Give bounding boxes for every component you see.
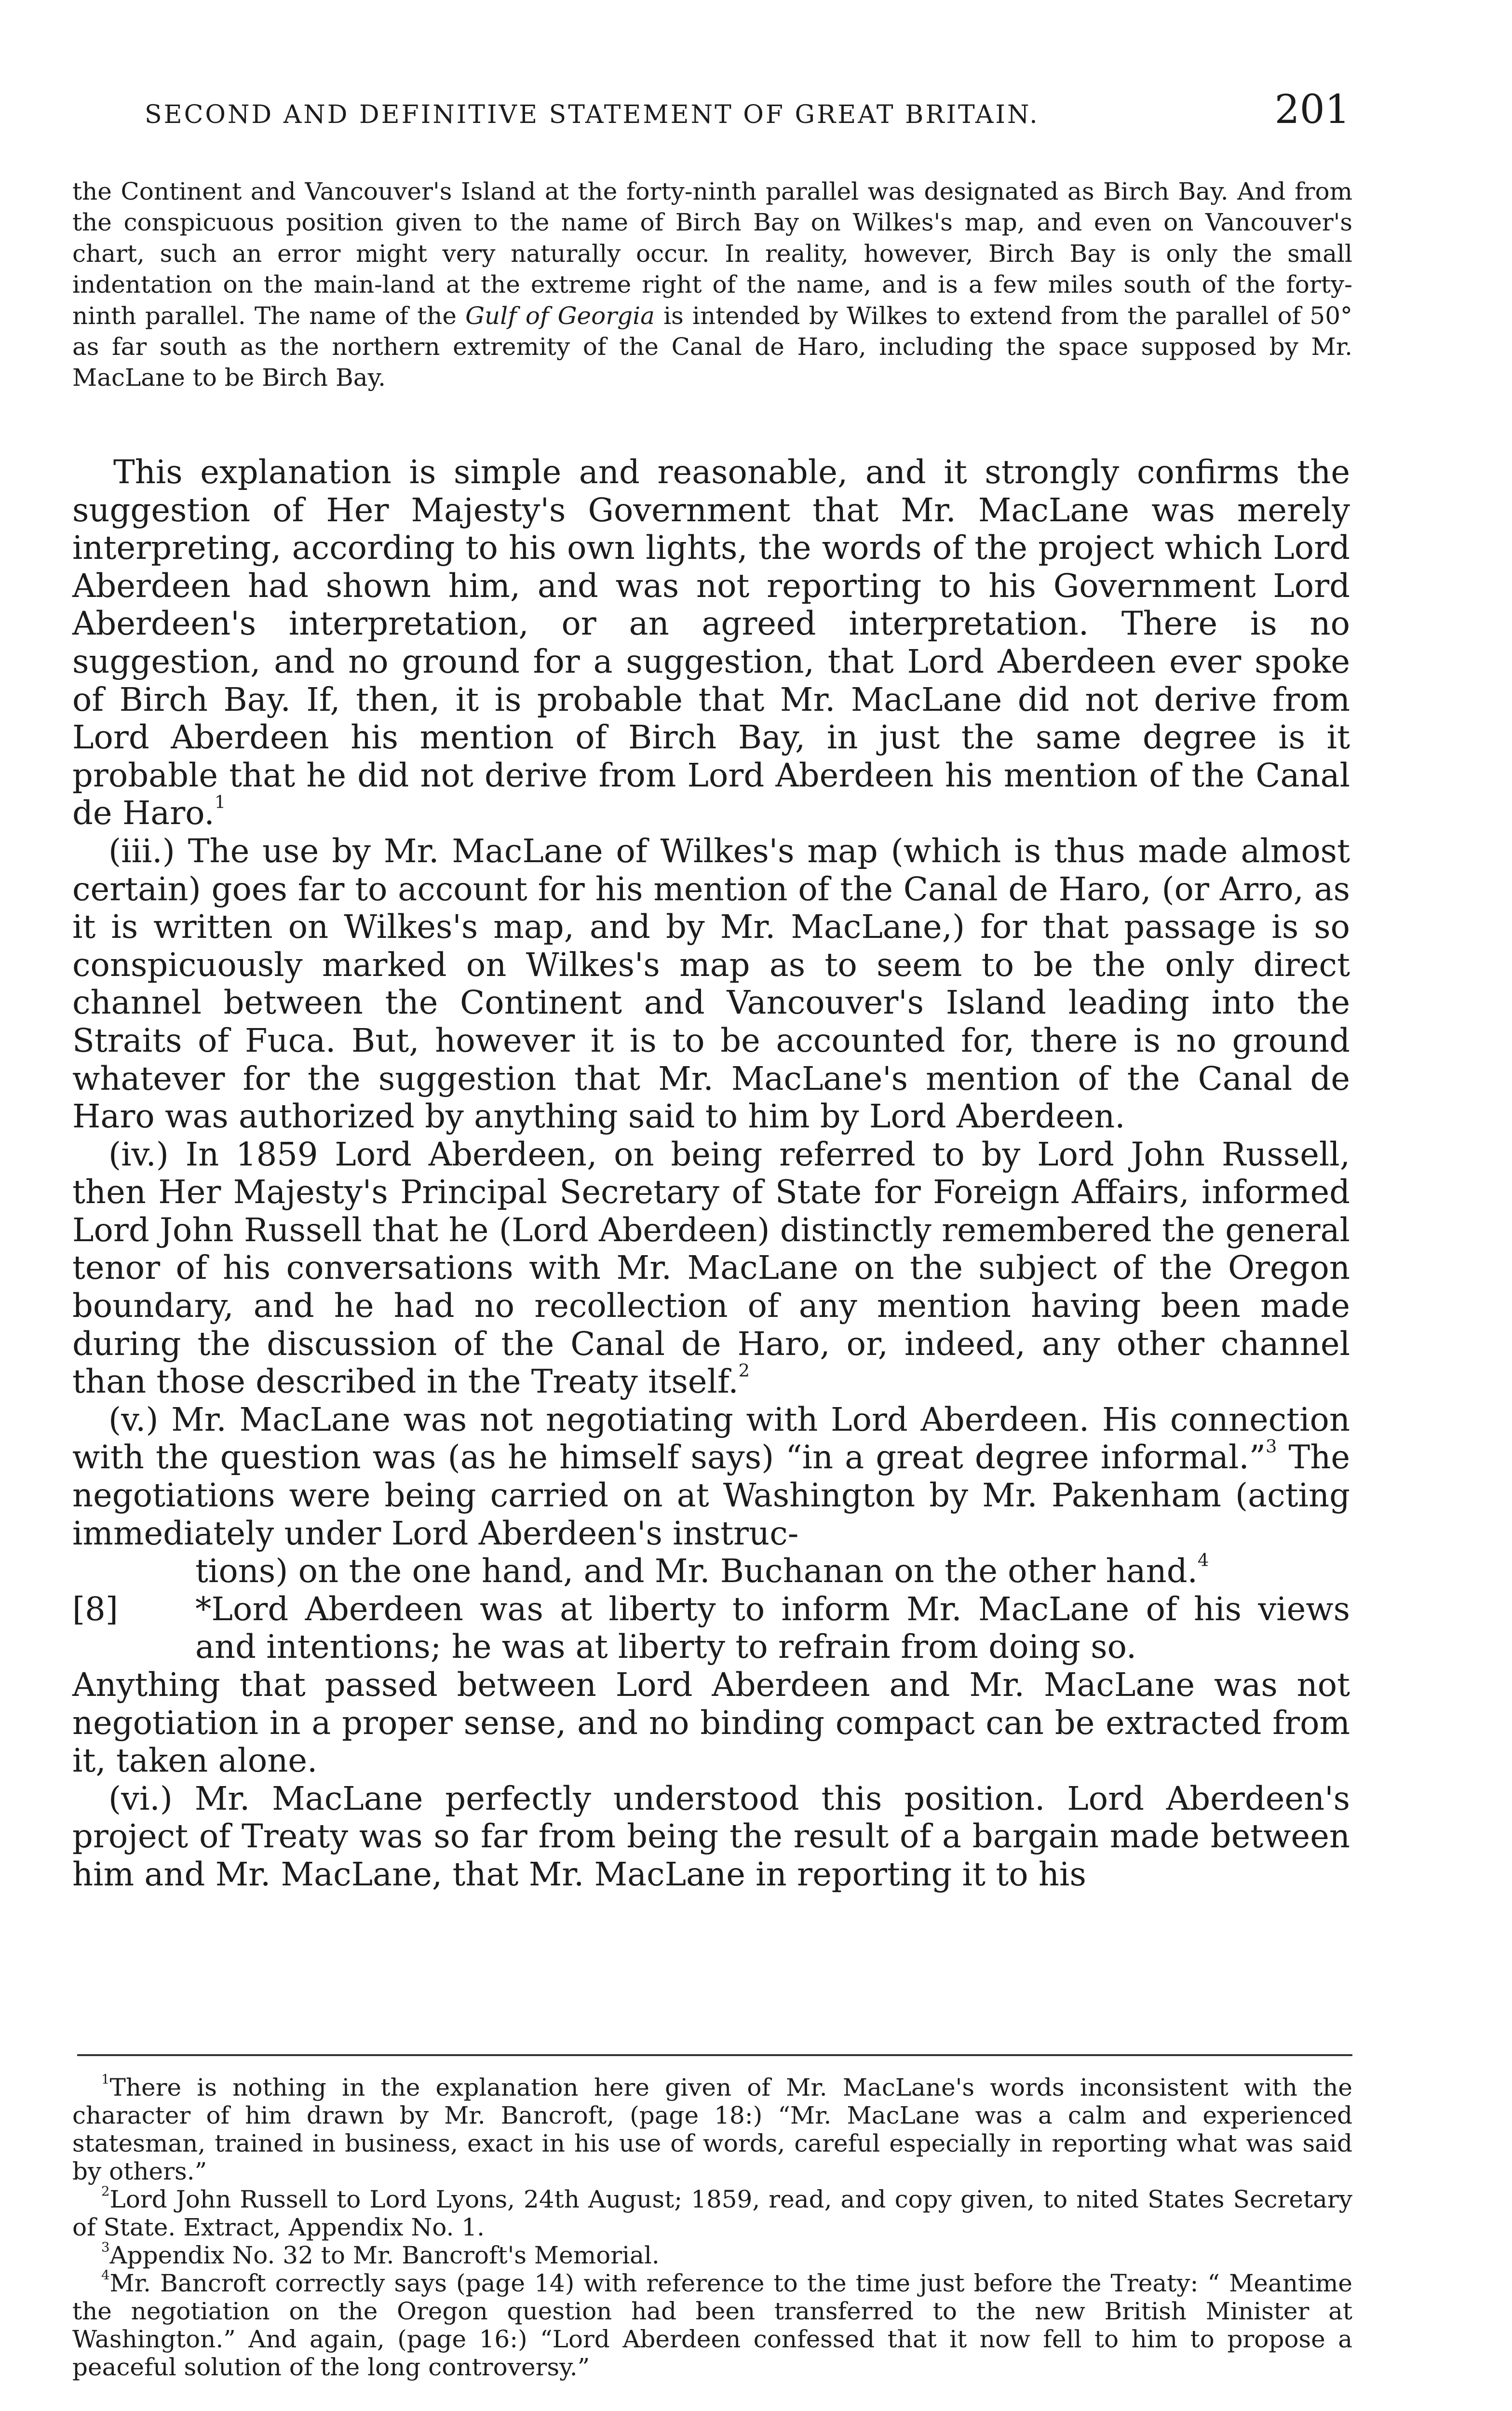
footnote: [72, 2269, 1352, 2381]
paragraph-v: [72, 1401, 1350, 1552]
footnote-ref: 4: [1197, 1550, 1209, 1571]
page-break-block: [72, 1590, 1350, 1666]
footnote-mark: 1: [101, 2072, 110, 2087]
paragraph-v-after-marker: [72, 1590, 1350, 1666]
quote-text-2: is intended by Wilkes to extend from the parallel of 50° as far south as the northern extremity of the Canal de Haro, including the space supposed by Mr. MacLane to be Birch Bay.: [72, 301, 1353, 392]
paragraph-text: *Lord Aberdeen was at liberty to inform Mr. MacLane of his views and intentions; he was at liberty to refrain from doing so.: [195, 1590, 1350, 1666]
paragraph-explanation: [72, 453, 1350, 832]
footnote-divider: [77, 2054, 1352, 2056]
footnote-text: Mr. Bancroft correctly says (page 14) with reference to the time just before the Treaty: “ Meantime the negotiation on the Oregon question had been transferred to the new British Minister at Washington.” And again, (page 16:) “Lord Aberdeen confessed that it now fell to him to propose a peaceful solution of the long controversy.”: [72, 2269, 1352, 2381]
footnote-mark: 4: [101, 2267, 110, 2283]
quoted-passage: [72, 176, 1352, 393]
footnote: [72, 2185, 1352, 2241]
footnote-mark: 3: [101, 2239, 110, 2255]
running-head: [145, 87, 1350, 145]
paragraph-vi: [72, 1780, 1350, 1894]
quote-text-1: the Continent and Vancouver's Island at the forty-ninth parallel was designated as Birch Bay. And from the conspicuous position given to the name of Birch Bay on Wilkes's map, and even on Vancouver's chart, such an error might very naturally occur. In reality, however, Birch Bay is only the small indentation on the main-land at the extreme right of the name, and is a few miles south of the forty-ninth parallel. The name of the: [72, 177, 1352, 330]
body-text: [72, 453, 1350, 1894]
footnote-ref: 2: [738, 1360, 750, 1382]
paragraph-text: (iii.) The use by Mr. MacLane of Wilkes's map (which is thus made almost certain) goes far to account for his mention of the Canal de Haro, (or Arro, as it is written on Wilkes's map, and by Mr. MacLane,) for that passage is so conspicuously marked on Wilkes's map as to seem to be the only direct channel between the Continent and Vancouver's Island leading into the Straits of Fuca. But, however it is to be accounted for, there is no ground whatever for the suggestion that Mr. MacLane's mention of the Canal de Haro was authorized by anything said to him by Lord Aberdeen.: [72, 832, 1350, 1136]
footnote-mark: 2: [101, 2183, 110, 2199]
footnotes: [72, 2073, 1352, 2381]
footnote-text: Appendix No. 32 to Mr. Bancroft's Memorial.: [109, 2241, 660, 2269]
paragraph-text: This explanation is simple and reasonable, and it strongly confirms the suggestion of Her Majesty's Government that Mr. MacLane was merely interpreting, according to his own lights, the words of the project which Lord Aberdeen had shown him, and was not reporting to his Government Lord Aberdeen's interpretation, or an agreed interpretation. There is no suggestion, and no ground for a suggestion, that Lord Aberdeen ever spoke of Birch Bay. If, then, it is probable that Mr. MacLane did not derive from Lord Aberdeen his mention of Birch Bay, in just the same degree is it probable that he did not derive from Lord Aberdeen his mention of the Canal de Haro.: [72, 453, 1350, 832]
page-number: 201: [1274, 87, 1350, 133]
paragraph-text: (iv.) In 1859 Lord Aberdeen, on being referred to by Lord John Russell, then Her Majesty's Principal Secretary of State for Foreign Affairs, informed Lord John Russell that he (Lord Aberdeen) distinctly remembered the general tenor of his conversations with Mr. MacLane on the subject of the Oregon boundary, and he had no recollection of any mention having been made during the discussion of the Canal de Haro, or, indeed, any other channel than those described in the Treaty itself.: [72, 1135, 1350, 1401]
quote-italic-term: Gulf of Georgia: [465, 301, 655, 330]
paragraph-text: Anything that passed between Lord Aberdeen and Mr. MacLane was not negotiation in a proper sense, and no binding compact can be extracted from it, taken alone.: [72, 1666, 1350, 1780]
paragraph-text: (vi.) Mr. MacLane perfectly understood this position. Lord Aberdeen's project of Treaty was so far from being the result of a bargain made between him and Mr. MacLane, that Mr. MacLane in reporting it to his: [72, 1779, 1350, 1893]
paragraph-iii: [72, 832, 1350, 1136]
footnote-ref: 3: [1265, 1436, 1277, 1457]
footnote: [72, 2073, 1352, 2185]
paragraph-text: tions) on the one hand, and Mr. Buchanan on the other hand.: [195, 1552, 1198, 1590]
quoted-paragraph: [72, 176, 1352, 393]
footnote-ref: 1: [214, 792, 226, 813]
margin-page-marker: [8]: [72, 1590, 118, 1628]
paragraph-text: The negotiations were being carried on at Washington by Mr. Pakenham (acting immediately under Lord Aberdeen's instruc-: [72, 1438, 1350, 1552]
running-head-title: SECOND AND DEFINITIVE STATEMENT OF GREAT BRITAIN.: [145, 100, 1040, 129]
footnote: [72, 2241, 1352, 2269]
footnote-text: There is nothing in the explanation here given of Mr. MacLane's words inconsistent with the character of him drawn by Mr. Bancroft, (page 18:) “Mr. MacLane was a calm and experienced statesman, trained in business, exact in his use of words, careful especially in reporting what was said by others.”: [72, 2073, 1352, 2185]
paragraph-v-continued: [72, 1552, 1350, 1590]
paragraph-text: (v.) Mr. MacLane was not negotiating with Lord Aberdeen. His connection with the question was (as he himself says) “in a great degree informal.”: [72, 1400, 1350, 1476]
paragraph-iv: [72, 1136, 1350, 1401]
paragraph-v-end: [72, 1666, 1350, 1780]
footnote-text: Lord John Russell to Lord Lyons, 24th August; 1859, read, and copy given, to nited States Secretary of State. Extract, Appendix No. 1.: [72, 2185, 1352, 2241]
